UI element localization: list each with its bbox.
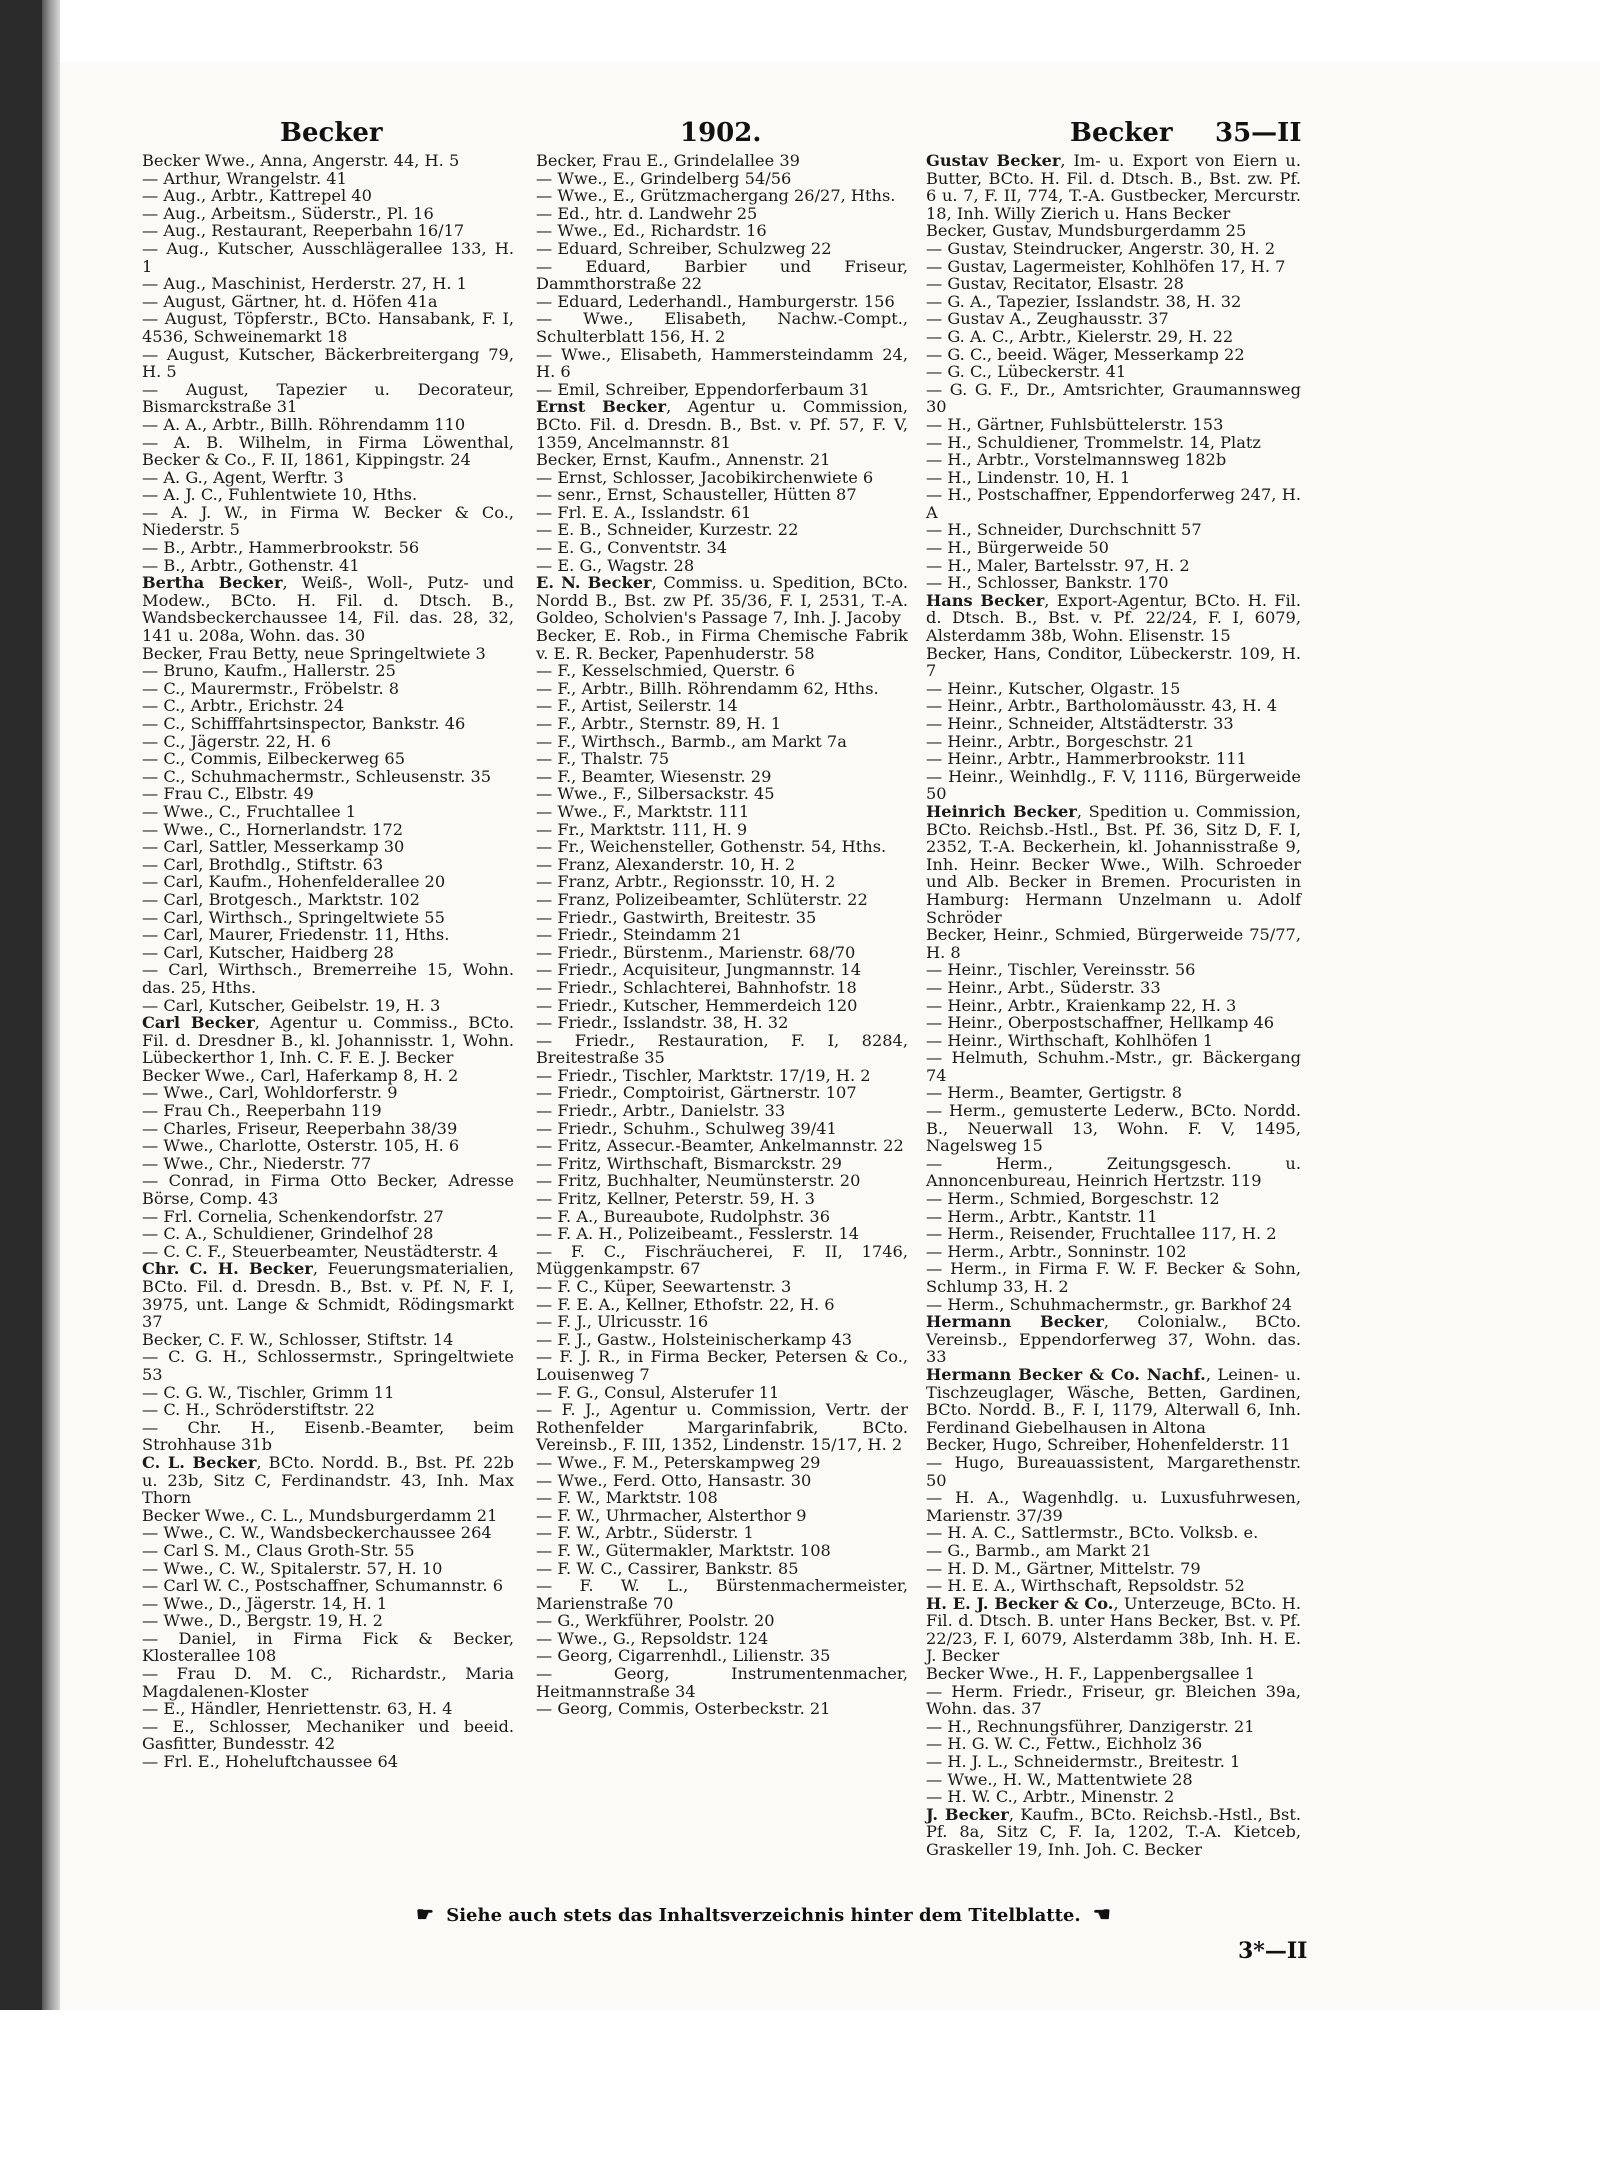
directory-entry: — Bruno, Kaufm., Hallerstr. 25 [142,661,396,681]
directory-entry: — H., Gärtner, Fuhlsbüttelerstr. 153 [926,414,1224,434]
directory-entry: — Carl, Wirthsch., Bremerreihe 15, Wohn. das. 25, Hths. [142,960,514,997]
directory-entry: — Friedr., Bürstenm., Marienstr. 68/70 [536,942,856,962]
directory-entry: — F. J., Gastw., Holsteinischerkamp 43 [536,1329,853,1349]
directory-entry: — H., Arbtr., Vorstelmannsweg 182b [926,450,1227,470]
directory-entry: — C. C. F., Steuerbeamter, Neustädterstr. 4 [142,1241,499,1261]
directory-entry: Heinrich Becker, Spedition u. Commission, BCto. Reichsb.-Hstl., Bst. Pf. 36, Sitz D, F. I, 2352, T.-A. Beckerhein, kl. Johannisstraße 9, Inh. Heinr. Becker Wwe., Wilh. Schroeder und Alb. Becker in Bremen. Procuristen in Hamburg: Hermann Unzelmann u. Adolf Schröder [926,801,1301,927]
directory-entry: — Fritz, Buchhalter, Neumünsterstr. 20 [536,1171,861,1191]
directory-entry: — Carl W. C., Postschaffner, Schumannstr. 6 [142,1576,503,1596]
directory-entry: — G., Barmb., am Markt 21 [926,1540,1152,1560]
directory-entry: — Frl. E. A., Isslandstr. 61 [536,502,752,522]
directory-entry: — Friedr., Gastwirth, Breitestr. 35 [536,907,817,927]
directory-entry: — Heinr., Wirthschaft, Kohlhöfen 1 [926,1030,1214,1050]
directory-entry: — Aug., Arbtr., Kattrepel 40 [142,186,372,206]
directory-entry: — Friedr., Arbtr., Danielstr. 33 [536,1101,786,1121]
directory-entry: — Georg, Cigarrenhdl., Lilienstr. 35 [536,1646,831,1666]
directory-entry: — Franz, Arbtr., Regionsstr. 10, H. 2 [536,872,836,892]
directory-entry: — E. G., Wagstr. 28 [536,555,695,575]
directory-entry: — F. W., Gütermakler, Marktstr. 108 [536,1540,831,1560]
directory-entry: Hermann Becker & Co. Nachf., Leinen- u. Tischzeuglager, Wäsche, Betten, Gardinen, BCto. Nordd. B., F. I, 1179, Alterwall 6, Inh. Ferdinand Giebelhausen in Altona [926,1364,1301,1437]
directory-entry: — Heinr., Schneider, Altstädterstr. 33 [926,714,1234,733]
directory-entry: — C., Arbtr., Erichstr. 24 [142,696,345,716]
directory-entry: — Heinr., Kutscher, Olgastr. 15 [926,678,1181,698]
directory-entry: Becker, Frau E., Grindelallee 39 [536,151,800,170]
directory-entry: — Carl, Kutscher, Haidberg 28 [142,942,394,962]
directory-entry: — F. A., Bureaubote, Rudolphstr. 36 [536,1206,831,1226]
directory-entry: — Eduard, Lederhandl., Hamburgerstr. 156 [536,291,895,311]
directory-entry: — Friedr., Schuhm., Schulweg 39/41 [536,1118,837,1138]
directory-entry: — A. J. W., in Firma W. Becker & Co., Niederstr. 5 [142,502,514,540]
directory-entry: — Carl, Wirthsch., Springeltwiete 55 [142,907,445,927]
directory-entry: Becker, C. F. W., Schlosser, Stiftstr. 14 [142,1329,454,1349]
directory-entry: — Heinr., Arbt., Süderstr. 33 [926,977,1161,997]
directory-entry: — E. G., Conventstr. 34 [536,538,728,558]
directory-entry: Becker, Hugo, Schreiber, Hohenfelderstr. 11 [926,1435,1291,1455]
directory-entry: Hans Becker, Export-Agentur, BCto. H. Fil. d. Dtsch. B., Bst. v. Pf. 22/24, F. I, 6079, Alsterdamm 38b, Wohn. Elisenstr. 15 [926,590,1301,646]
directory-entry: — F. E. A., Kellner, Ethofstr. 22, H. 6 [536,1294,835,1314]
pointing-hand-icon: ☛ [416,1902,434,1926]
directory-entry: — Heinr., Arbtr., Bartholomäusstr. 43, H. 4 [926,696,1277,716]
directory-entry: — Heinr., Weinhdlg., F. V, 1116, Bürgerweide 50 [926,766,1301,804]
directory-entry: Chr. C. H. Becker, Feuerungsmaterialien, BCto. Fil. d. Dresdn. B., Bst. v. Pf. N, F. I, 3975, unt. Lange & Schmidt, Rödingsmarkt 37 [142,1259,514,1332]
directory-entry: — Wwe., Carl, Wohldorferstr. 9 [142,1083,398,1103]
directory-entry: — Aug., Kutscher, Ausschlägerallee 133, H. 1 [142,238,514,276]
directory-entry: — Wwe., C. W., Wandsbeckerchaussee 264 [142,1523,492,1543]
directory-entry: — F. G., Consul, Alsterufer 11 [536,1382,780,1402]
directory-entry: — B., Arbtr., Gothenstr. 41 [142,555,360,575]
directory-entry: — E., Schlosser, Mechaniker und beeid. Gasfitter, Bundesstr. 42 [142,1716,514,1754]
directory-entry: — Georg, Commis, Osterbeckstr. 21 [536,1699,831,1719]
directory-entry: — Wwe., Ed., Richardstr. 16 [536,221,767,241]
directory-entry: — H. A., Wagenhdlg. u. Luxusfuhrwesen, Marienstr. 37/39 [926,1488,1301,1525]
directory-entry: Becker Wwe., H. F., Lappenbergsallee 1 [926,1664,1255,1684]
directory-entry: — Wwe., H. W., Mattentwiete 28 [926,1769,1193,1789]
directory-entry: — Gustav, Recitator, Elsastr. 28 [926,274,1184,294]
directory-entry: — Friedr., Comptoirist, Gärtnerstr. 107 [536,1083,857,1103]
directory-entry: — Wwe., Elisabeth, Hammersteindamm 24, H. 6 [536,344,908,382]
directory-entry: — Carl, Kutscher, Geibelstr. 19, H. 3 [142,995,441,1015]
directory-entry: — Heinr., Oberpostschaffner, Hellkamp 46 [926,1013,1275,1033]
directory-entry: — Gustav A., Zeughausstr. 37 [926,309,1169,329]
directory-entry: — Wwe., Chr., Niederstr. 77 [142,1153,372,1173]
directory-entry: — G. C., Lübeckerstr. 41 [926,362,1127,382]
directory-entry: — Gustav, Lagermeister, Kohlhöfen 17, H. 7 [926,256,1286,276]
directory-entry: — August, Gärtner, ht. d. Höfen 41a [142,291,438,311]
directory-entry: — F. C., Küper, Seewartenstr. 3 [536,1277,792,1296]
directory-entry: — Fr., Marktstr. 111, H. 9 [536,819,748,839]
directory-column-3 [926,152,1301,1859]
directory-entry: — Frl. E., Hoheluftchaussee 64 [142,1752,399,1772]
directory-entry: — B., Arbtr., Hammerbrookstr. 56 [142,538,420,558]
directory-entry: — Wwe., Elisabeth, Nachw.-Compt., Schulterblatt 156, H. 2 [536,309,908,346]
directory-entry: — E., Händler, Henriettenstr. 63, H. 4 [142,1699,453,1719]
directory-entry: — F. W., Uhrmacher, Alsterthor 9 [536,1505,807,1525]
directory-entry: Becker, Hans, Conditor, Lübeckerstr. 109, H. 7 [926,643,1301,681]
directory-entry: — C., Schifffahrtsinspector, Bankstr. 46 [142,714,466,733]
directory-entry: — Helmuth, Schuhm.-Mstr., gr. Bäckergang 74 [926,1048,1301,1085]
directory-entry: — Friedr., Isslandstr. 38, H. 32 [536,1013,789,1033]
directory-entry: Becker, Gustav, Mundsburgerdamm 25 [926,221,1247,241]
directory-entry: — H., Postschaffner, Eppendorferweg 247, H. A [926,485,1301,522]
directory-entry: — H. A. C., Sattlermstr., BCto. Volksb. e. [926,1523,1259,1543]
directory-entry: — Friedr., Acquisiteur, Jungmannstr. 14 [536,960,861,980]
directory-entry: — G. A. C., Arbtr., Kielerstr. 29, H. 22 [926,326,1234,346]
directory-entry: — senr., Ernst, Schausteller, Hütten 87 [536,485,857,505]
directory-entry: — Aug., Arbeitsm., Süderstr., Pl. 16 [142,203,434,223]
directory-entry: — C., Maurermstr., Fröbelstr. 8 [142,678,400,698]
directory-entry: — A. J. C., Fuhlentwiete 10, Hths. [142,485,418,505]
directory-entry: Becker Wwe., Carl, Haferkamp 8, H. 2 [142,1065,459,1085]
directory-entry: — F., Beamter, Wiesenstr. 29 [536,766,772,786]
directory-entry: — Wwe., E., Grützmachergang 26/27, Hths. [536,186,896,206]
directory-entry: — Friedr., Restauration, F. I, 8284, Breitestraße 35 [536,1030,908,1068]
directory-entry: — Friedr., Steindamm 21 [536,925,743,945]
directory-entry: E. N. Becker, Commiss. u. Spedition, BCto. Nordd B., Bst. zw Pf. 35/36, F. I, 2531, T.-A. Goldeo, Scholvien's Passage 7, Inh. J. Jacoby [536,573,908,628]
directory-entry: — Wwe., G., Repsoldstr. 124 [536,1628,769,1648]
footer-text: Siehe auch stets das Inhaltsverzeichnis hinter dem Titelblatte. [446,1905,1081,1926]
directory-entry: — C., Jägerstr. 22, H. 6 [142,731,332,751]
directory-entry: — A. G., Agent, Werftr. 3 [142,467,344,487]
directory-entry: Ernst Becker, Agentur u. Commission, BCto. Fil. d. Dresdn. B., Bst. v. Pf. 57, F. V, 1359, Ancelmannstr. 81 [536,397,908,452]
directory-entry: Becker, Ernst, Kaufm., Annenstr. 21 [536,450,831,470]
directory-entry: — H. G. W. C., Fettw., Eichholz 36 [926,1734,1203,1754]
directory-entry: — Chr. H., Eisenb.-Beamter, beim Strohhause 31b [142,1417,514,1455]
directory-entry: — F. W., Arbtr., Süderstr. 1 [536,1523,754,1543]
directory-entry: — F. W., Marktstr. 108 [536,1488,718,1508]
directory-entry: — F. W. C., Cassirer, Bankstr. 85 [536,1558,799,1578]
directory-entry: — Franz, Alexanderstr. 10, H. 2 [536,854,796,874]
directory-entry: — C., Schuhmachermstr., Schleusenstr. 35 [142,766,492,786]
directory-entry: — H. E. A., Wirthschaft, Repsoldstr. 52 [926,1576,1245,1596]
directory-entry: — Wwe., Ferd. Otto, Hansastr. 30 [536,1470,812,1490]
directory-entry: — Aug., Maschinist, Herderstr. 27, H. 1 [142,274,467,294]
directory-entry: — Herm., Arbtr., Kantstr. 11 [926,1206,1158,1226]
directory-entry: — E. B., Schneider, Kurzestr. 22 [536,520,799,540]
directory-entry: — Carl, Brotgesch., Marktstr. 102 [142,889,420,909]
directory-entry: Gustav Becker, Im- u. Export von Eiern u. Butter, BCto. H. Fil. d. Dtsch. B., Bst. zw. Pf. 6 u. 7, F. II, 774, T.-A. Gustbecker, Mercurstr. 18, Inh. Willy Zierich u. Hans Becker [926,151,1301,223]
directory-entry: — H., Bürgerweide 50 [926,538,1109,558]
directory-entry: — Wwe., C., Hornerlandstr. 172 [142,819,404,839]
directory-entry: — F., Arbtr., Sternstr. 89, H. 1 [536,714,782,733]
directory-entry: — F., Thalstr. 75 [536,749,670,769]
directory-entry: — F. A. H., Polizeibeamt., Fesslerstr. 14 [536,1224,860,1244]
directory-column-2 [536,152,908,1718]
directory-entry: — Wwe., D., Bergstr. 19, H. 2 [142,1611,383,1631]
page-number: 35—II [1215,118,1302,148]
directory-entry: — Herm. Friedr., Friseur, gr. Bleichen 39a, Wohn. das. 37 [926,1681,1301,1719]
directory-entry: — Herm., gemusterte Lederw., BCto. Nordd. B., Neuerwall 13, Wohn. F. V, 1495, Nagelsweg 15 [926,1101,1301,1156]
directory-entry: — F. W. L., Bürstenmachermeister, Marienstraße 70 [536,1576,908,1613]
directory-entry: — F. J. R., in Firma Becker, Petersen & Co., Louisenweg 7 [536,1347,908,1384]
directory-entry: — G. A., Tapezier, Isslandstr. 38, H. 32 [926,291,1242,311]
directory-entry: — August, Kutscher, Bäckerbreitergang 79, H. 5 [142,344,514,382]
directory-entry: Becker, Heinr., Schmied, Bürgerweide 75/77, H. 8 [926,925,1301,962]
directory-entry: Becker, Frau Betty, neue Springeltwiete 3 [142,643,486,663]
directory-entry: — Arthur, Wrangelstr. 41 [142,168,347,188]
directory-entry: — August, Töpferstr., BCto. Hansabank, F. I, 4536, Schweinemarkt 18 [142,309,514,346]
directory-entry: — Hugo, Bureauassistent, Margarethenstr. 50 [926,1452,1301,1490]
directory-entry: — Carl, Brothdlg., Stiftstr. 63 [142,854,384,874]
directory-entry: — Wwe., Charlotte, Osterstr. 105, H. 6 [142,1136,460,1156]
directory-column-1 [142,152,514,1771]
page-gutter-shadow [42,0,60,2010]
directory-entry: — Friedr., Tischler, Marktstr. 17/19, H. 2 [536,1065,871,1085]
directory-entry: — Wwe., C. W., Spitalerstr. 57, H. 10 [142,1558,443,1578]
directory-entry: — Heinr., Arbtr., Kraienkamp 22, H. 3 [926,995,1237,1015]
directory-entry: — Aug., Restaurant, Reeperbahn 16/17 [142,221,465,241]
directory-entry: — August, Tapezier u. Decorateur, Bismarckstraße 31 [142,379,514,417]
directory-entry: — Herm., Reisender, Fruchtallee 117, H. 2 [926,1224,1277,1244]
directory-entry: — Carl, Sattler, Messerkamp 30 [142,837,405,857]
directory-entry: — G., Werkführer, Poolstr. 20 [536,1611,775,1631]
directory-entry: — Emil, Schreiber, Eppendorferbaum 31 [536,379,870,399]
directory-entry: — Herm., in Firma F. W. F. Becker & Sohn, Schlump 33, H. 2 [926,1259,1301,1296]
directory-entry: — Eduard, Schreiber, Schulzweg 22 [536,238,832,258]
directory-entry: — Wwe., F., Marktstr. 111 [536,801,750,821]
directory-entry: — Herm., Beamter, Gertigstr. 8 [926,1083,1183,1103]
directory-entry: — Wwe., F. M., Peterskampweg 29 [536,1452,821,1472]
directory-entry: — Carl, Kaufm., Hohenfelderallee 20 [142,872,446,892]
directory-entry: — A. A., Arbtr., Billh. Röhrendamm 110 [142,414,466,434]
directory-entry: — F. C., Fischräucherei, F. II, 1746, Müggenkampstr. 67 [536,1241,908,1279]
directory-entry: — Ernst, Schlosser, Jacobikirchenwiete 6 [536,467,874,487]
directory-entry: — A. B. Wilhelm, in Firma Löwenthal, Becker & Co., F. II, 1861, Kippingstr. 24 [142,432,514,470]
directory-entry: Becker Wwe., Anna, Angerstr. 44, H. 5 [142,151,460,170]
directory-entry: — F., Kesselschmied, Querstr. 6 [536,661,796,681]
directory-entry: — H. W. C., Arbtr., Minenstr. 2 [926,1787,1175,1807]
directory-entry: — Frl. Cornelia, Schenkendorfstr. 27 [142,1206,444,1226]
directory-entry: — Heinr., Tischler, Vereinsstr. 56 [926,960,1196,980]
directory-entry: — C. G. H., Schlossermstr., Springeltwiete 53 [142,1347,514,1384]
footer-note [410,1902,1310,1926]
directory-entry: — H., Lindenstr. 10, H. 1 [926,467,1131,487]
directory-entry: — H. J. L., Schneidermstr., Breitestr. 1 [926,1752,1241,1772]
directory-entry: — Carl, Maurer, Friedenstr. 11, Hths. [142,925,450,945]
directory-entry: — F. J., Agentur u. Commission, Vertr. der Rothenfelder Margarinfabrik, BCto. Vereinsb., F. III, 1352, Lindenstr. 15/17, H. 2 [536,1400,908,1455]
directory-entry: — Herm., Zeitungsgesch. u. Annoncenbureau, Heinrich Hertzstr. 119 [926,1153,1301,1191]
directory-entry: — H., Schneider, Durchschnitt 57 [926,520,1202,540]
directory-entry: H. E. J. Becker & Co., Unterzeuge, BCto. H. Fil. d. Dtsch. B. unter Hans Becker, Bst. v. Pf. 22/23, F. I, 6079, Alsterdamm 38b, Inh. H. E. J. Becker [926,1593,1301,1666]
directory-entry: — Georg, Instrumentenmacher, Heitmannstraße 34 [536,1664,908,1701]
directory-entry: — Frau D. M. C., Richardstr., Maria Magdalenen-Kloster [142,1664,514,1701]
directory-entry: — Wwe., C., Fruchtallee 1 [142,801,357,821]
directory-entry: — H., Schuldiener, Trommelstr. 14, Platz [926,432,1261,452]
running-head-year: 1902. [680,118,762,148]
directory-entry: — Wwe., D., Jägerstr. 14, H. 1 [142,1593,388,1613]
directory-entry: — Carl S. M., Claus Groth-Str. 55 [142,1540,415,1560]
directory-entry: Carl Becker, Agentur u. Commiss., BCto. Fil. d. Dresdner B., kl. Johannisstr. 1, Wohn. Lübeckerthor 1, Inh. C. F. E. J. Becker [142,1013,514,1068]
directory-entry: Becker, E. Rob., in Firma Chemische Fabrik v. E. R. Becker, Papenhuderstr. 58 [536,626,908,663]
directory-entry: — F., Wirthsch., Barmb., am Markt 7a [536,731,847,751]
directory-entry: — H., Rechnungsführer, Danzigerstr. 21 [926,1716,1255,1736]
directory-entry: — Conrad, in Firma Otto Becker, Adresse Börse, Comp. 43 [142,1171,514,1209]
directory-entry: — H., Schlosser, Bankstr. 170 [926,573,1169,593]
directory-entry: Becker Wwe., C. L., Mundsburgerdamm 21 [142,1505,498,1525]
running-head-right: Becker [1070,118,1173,148]
directory-entry: — Herm., Arbtr., Sonninstr. 102 [926,1241,1187,1261]
directory-entry: — C. H., Schröderstiftstr. 22 [142,1400,375,1420]
directory-entry: — Fr., Weichensteller, Gothenstr. 54, Hths. [536,837,887,857]
page-bottom-margin [60,2010,1600,2177]
directory-entry: — Friedr., Schlachterei, Bahnhofstr. 18 [536,977,857,997]
directory-entry: C. L. Becker, BCto. Nordd. B., Bst. Pf. 22b u. 23b, Sitz C, Ferdinandstr. 43, Inh. Max Thorn [142,1452,515,1508]
directory-entry: — Herm., Schuhmachermstr., gr. Barkhof 24 [926,1294,1292,1314]
directory-entry: — Ed., htr. d. Landwehr 25 [536,203,758,223]
directory-entry: — Fritz, Assecur.-Beamter, Ankelmannstr. 22 [536,1136,904,1156]
directory-entry: — Eduard, Barbier und Friseur, Dammthorstraße 22 [536,256,908,294]
directory-entry: — Charles, Friseur, Reeperbahn 38/39 [142,1118,458,1138]
directory-entry: — C. A., Schuldiener, Grindelhof 28 [142,1224,434,1244]
directory-entry: — Heinr., Arbtr., Hammerbrookstr. 111 [926,749,1247,769]
directory-entry: Bertha Becker, Weiß-, Woll-, Putz- und Modew., BCto. H. Fil. d. Dtsch. B., Wandsbeckerchaussee 14, Fil. das. 28, 32, 141 u. 208a, Wohn. das. 30 [142,573,514,646]
signature-mark: 3*—II [1238,1938,1308,1964]
running-head-left: Becker [280,118,383,148]
directory-entry: — F. J., Ulricusstr. 16 [536,1312,709,1332]
directory-entry: — H. D. M., Gärtner, Mittelstr. 79 [926,1558,1201,1578]
directory-entry: — F., Artist, Seilerstr. 14 [536,696,738,716]
directory-entry: — H., Maler, Bartelsstr. 97, H. 2 [926,555,1190,575]
pointing-hand-icon: ☚ [1092,1902,1111,1926]
directory-entry: — G. G. F., Dr., Amtsrichter, Graumannsweg 30 [926,379,1301,417]
directory-entry: — Friedr., Kutscher, Hemmerdeich 120 [536,995,858,1015]
directory-entry: — Gustav, Steindrucker, Angerstr. 30, H. 2 [926,238,1276,258]
directory-entry: — Frau Ch., Reeperbahn 119 [142,1101,382,1121]
directory-entry: — Wwe., E., Grindelberg 54/56 [536,168,792,188]
directory-entry: — Fritz, Kellner, Peterstr. 59, H. 3 [536,1189,815,1209]
directory-entry: — F., Arbtr., Billh. Röhrendamm 62, Hths. [536,678,879,698]
directory-entry: — G. C., beeid. Wäger, Messerkamp 22 [926,344,1245,364]
directory-entry: — Heinr., Arbtr., Borgeschstr. 21 [926,731,1195,751]
directory-entry: — Herm., Schmied, Borgeschstr. 12 [926,1189,1220,1209]
directory-entry: Hermann Becker, Colonialw., BCto. Vereinsb., Eppendorferweg 37, Wohn. das. 33 [926,1312,1302,1367]
directory-entry: — Wwe., F., Silbersackstr. 45 [536,784,775,804]
directory-entry: — Daniel, in Firma Fick & Becker, Klosterallee 108 [142,1628,514,1666]
directory-entry: — C. G. W., Tischler, Grimm 11 [142,1382,395,1402]
directory-entry: — Fritz, Wirthschaft, Bismarckstr. 29 [536,1153,842,1173]
directory-entry: — Franz, Polizeibeamter, Schlüterstr. 22 [536,889,868,909]
directory-entry: — Frau C., Elbstr. 49 [142,784,314,804]
directory-entry: J. Becker, Kaufm., BCto. Reichsb.-Hstl., Bst. Pf. 8a, Sitz C, F. Ia, 1202, T.-A. Kietceb, Graskeller 19, Inh. Joh. C. Becker [926,1804,1301,1859]
directory-entry: — C., Commis, Eilbeckerweg 65 [142,749,406,769]
